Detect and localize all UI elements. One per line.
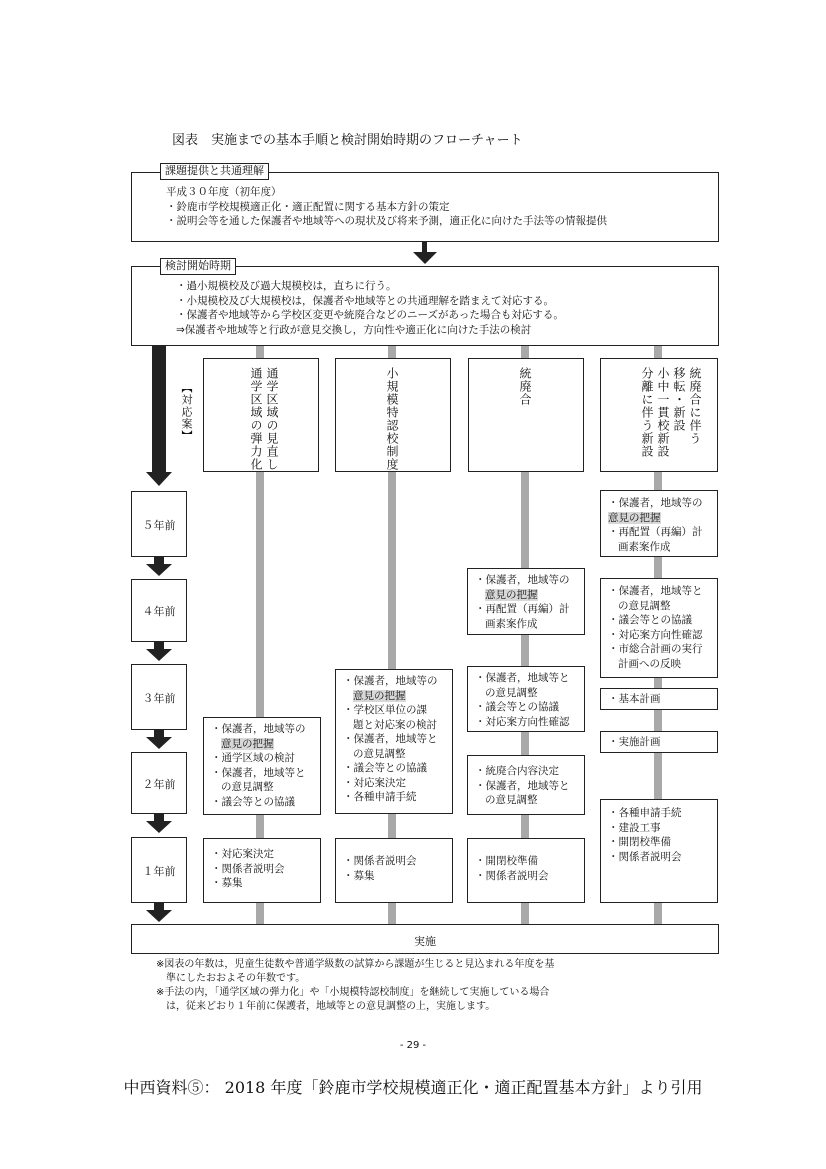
task-line: ・基本計画 (608, 693, 661, 705)
task-line: の意見調整 (353, 747, 406, 760)
task-line: ・開閉校準備 (608, 836, 671, 848)
task-line: ・市総合計画の実行 (608, 643, 703, 655)
task-line: ・再配置（再編）計 (475, 603, 570, 615)
col3-1y-box (467, 838, 585, 903)
note-line: ※手法の内，「通学区域の弾力化」や「小規模特認校制度」を継続して実施している場合 (156, 987, 550, 998)
year-2 (131, 752, 187, 814)
section1-label: 課題提供と共通理解 (160, 163, 269, 180)
year-label: ５年前 (142, 519, 176, 532)
option-col1-line: 通学区域の弾力化 (249, 367, 263, 471)
flow-arrow-head (413, 252, 437, 264)
task-line: ・通学区域の検討 (211, 752, 295, 764)
year-label: １年前 (142, 865, 176, 878)
task-line: ・保護者，地域等の (343, 675, 438, 687)
task-line: 意見の把握 (485, 588, 538, 601)
col1-2y-box (203, 717, 321, 815)
task-line: ・保護者，地域等の (608, 497, 703, 509)
task-line: ・建設工事 (608, 821, 661, 834)
task-line: の意見調整 (485, 794, 538, 806)
section-shared-understanding (131, 172, 719, 242)
task-line: ・関係者説明会 (343, 855, 417, 867)
col4-4y-box (600, 578, 718, 678)
note-line: ※図表の年数は，児童生徒数や普通学級数の試算から課題が生じると見込まれる年度を基 (156, 959, 555, 970)
task-line: ・保護者，地域等と (475, 779, 570, 792)
task-line: 計画への反映 (618, 657, 681, 670)
option-col3-line: 統廃合 (518, 367, 532, 406)
page-number: - 29 - (399, 1040, 427, 1051)
option-col4-line: 小中一貫校新設 (656, 367, 670, 458)
note-line: は，従来どおり１年前に保護者，地域等との意見調整の上，実施します。 (156, 1001, 496, 1012)
year-arrow-head (146, 564, 172, 576)
col3-4y-box (467, 568, 585, 635)
task-line: ・議会等との協議 (475, 701, 559, 713)
task-line: 画素案作成 (618, 540, 671, 553)
task-line: ・保護者，地域等の (475, 574, 570, 586)
task-line: ・議会等との協議 (211, 795, 295, 808)
task-line: ・関係者説明会 (475, 869, 549, 882)
year-arrow-head (146, 910, 172, 922)
year-4 (131, 579, 187, 642)
col1-1y-box (203, 838, 321, 903)
year-arrow-head (146, 649, 172, 661)
task-line: ・再配置（再編）計 (608, 526, 703, 538)
task-line: の意見調整 (485, 686, 538, 699)
year-5 (131, 491, 187, 557)
col4-3y-b-box (600, 731, 718, 753)
task-line: ・対応案決定 (211, 848, 274, 860)
option-col4-line: 分離に伴う新設 (640, 367, 654, 458)
main-arrow-shaft (152, 346, 166, 474)
option-small-school-system (335, 358, 451, 472)
col2-1y-box (335, 838, 453, 903)
task-line: ・各種申請手続 (343, 791, 417, 803)
task-line: ・各種申請手続 (608, 807, 682, 819)
option-new-school (600, 358, 718, 472)
task-line: ・保護者，地域等の (211, 723, 306, 735)
option-school-district (203, 358, 319, 472)
option-col1-line: 通学区域の見直し (265, 367, 279, 471)
year-label: ４年前 (142, 605, 176, 618)
col2-3y-box (335, 669, 453, 814)
section2-line: ⇒保護者や地域等と行政が意見交換し，方向性や適正化に向けた手法の検討 (176, 323, 532, 336)
task-line: ・保護者，地域等と (343, 733, 438, 745)
task-line: ・学校区単位の課 (343, 704, 427, 716)
task-line: ・対応案方向性確認 (608, 628, 703, 641)
year-arrow-head (146, 821, 172, 833)
task-line: 意見の把握 (221, 737, 274, 750)
col4-2y-box (600, 799, 718, 903)
option-consolidation (468, 358, 584, 472)
year-label: ２年前 (142, 778, 176, 791)
task-line: ・対応案方向性確認 (475, 715, 570, 728)
option-col4-line: 統廃合に伴う (688, 367, 702, 445)
col4-3y-box (600, 688, 718, 710)
col3-2y-box (467, 755, 585, 815)
section2-line: ・過小規模校及び過大規模校は，直ちに行う。 (176, 280, 397, 292)
note-line: 準にしたおおよその年数です。 (156, 973, 306, 984)
task-line: ・募集 (211, 877, 243, 889)
task-line: の意見調整 (221, 781, 274, 793)
task-line: 意見の把握 (608, 511, 661, 524)
section2-line: ・小規模校及び大規模校は，保護者や地域等との共通理解を踏まえて対応する。 (176, 294, 554, 307)
side-label-options: 【対応案】 (180, 382, 193, 442)
task-line: ・関係者説明会 (211, 862, 285, 875)
section-review-start (131, 266, 719, 346)
section2-line: ・保護者や地域等から学校区変更や統廃合などのニーズがあった場合も対応する。 (176, 309, 564, 321)
option-col4-line: 移転・新設 (672, 367, 686, 432)
task-line: ・議会等との協議 (608, 614, 692, 626)
figure-title: 図表 実施までの基本手順と検討開始時期のフローチャート (172, 133, 523, 148)
section1-line: ・鈴鹿市学校規模適正化・適正配置に関する基本方針の策定 (166, 200, 450, 213)
col4-5y-box (600, 490, 718, 557)
option-col2-line: 小規模特認校制度 (385, 367, 399, 471)
task-line: 題と対応案の検討 (353, 718, 437, 731)
task-line: ・関係者説明会 (608, 850, 682, 863)
section1-line: 平成３０年度（初年度） (166, 186, 282, 198)
notes (156, 958, 554, 1014)
task-line: ・開閉校準備 (475, 855, 538, 867)
year-1 (131, 837, 187, 903)
task-line: の意見調整 (618, 599, 671, 612)
task-line: ・保護者，地域等と (608, 585, 703, 597)
task-line: ・議会等との協議 (343, 762, 427, 774)
footer-citation: 中西資料⑤： 2018 年度「鈴鹿市学校規模適正化・適正配置基本方針」より引用 (123, 1078, 703, 1097)
col3-3y-box (467, 666, 585, 732)
year-arrow-head (146, 737, 172, 749)
task-line: ・実施計画 (608, 736, 661, 748)
main-arrow-head (146, 472, 172, 486)
task-line: ・保護者，地域等と (211, 766, 306, 779)
implementation-label: 実施 (414, 935, 436, 948)
task-line: ・募集 (343, 869, 375, 882)
section1-line: ・説明会等を通した保護者や地域等への現状及び将来予測，適正化に向けた手法等の情報提供 (166, 215, 607, 227)
task-line: ・統廃合内容決定 (475, 765, 559, 777)
task-line: 画素案作成 (485, 617, 538, 630)
task-line: ・対応案決定 (343, 776, 406, 789)
task-line: ・保護者，地域等と (475, 672, 570, 684)
task-line: 意見の把握 (353, 689, 406, 702)
section2-label: 検討開始時期 (160, 258, 236, 275)
implementation-box (131, 924, 719, 954)
year-3 (131, 664, 187, 730)
year-label: ３年前 (142, 692, 176, 705)
